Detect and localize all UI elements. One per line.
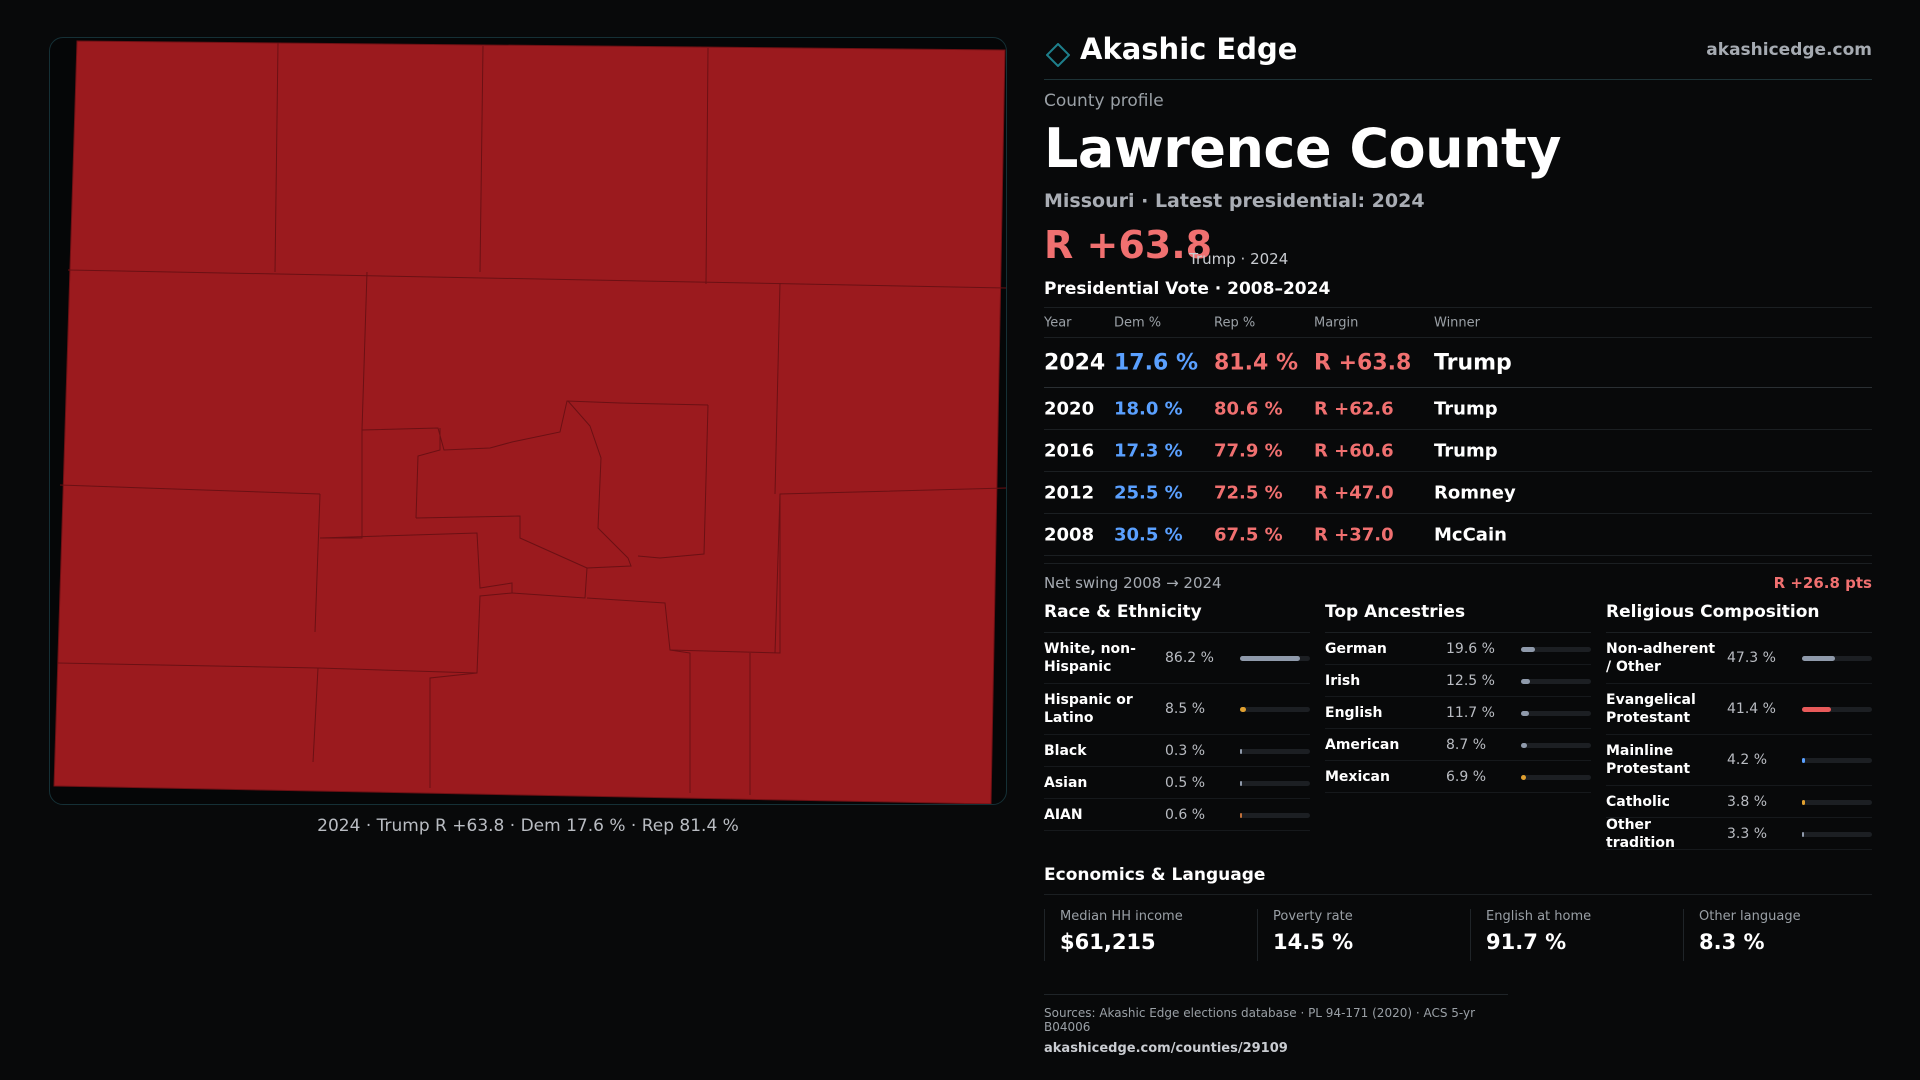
section-title: Religious Composition bbox=[1606, 602, 1872, 633]
item-label: Mexican bbox=[1325, 768, 1390, 785]
brand-name: Akashic Edge bbox=[1080, 32, 1298, 66]
item-bar bbox=[1802, 758, 1872, 763]
item-pct: 3.3 % bbox=[1727, 825, 1768, 842]
econ-label: Poverty rate bbox=[1273, 909, 1353, 924]
race-ethnicity-section bbox=[1044, 602, 1310, 831]
header-rep: Rep % bbox=[1214, 315, 1256, 330]
item-label: Irish bbox=[1325, 672, 1361, 689]
page-title: Lawrence County bbox=[1044, 117, 1561, 180]
profile-label: County profile bbox=[1044, 91, 1164, 111]
row-rep: 77.9 % bbox=[1214, 440, 1283, 461]
section-title: Top Ancestries bbox=[1325, 602, 1591, 633]
row-dem: 25.5 % bbox=[1114, 482, 1183, 503]
row-dem: 17.6 % bbox=[1114, 350, 1198, 375]
row-year: 2016 bbox=[1044, 440, 1095, 461]
table-row bbox=[1044, 430, 1872, 472]
item-pct: 0.6 % bbox=[1165, 806, 1206, 823]
list-item bbox=[1325, 697, 1591, 729]
item-pct: 86.2 % bbox=[1165, 650, 1214, 666]
item-bar bbox=[1521, 679, 1591, 684]
item-pct: 47.3 % bbox=[1727, 650, 1776, 666]
item-pct: 6.9 % bbox=[1446, 768, 1487, 785]
item-bar bbox=[1240, 781, 1310, 786]
list-item bbox=[1044, 767, 1310, 799]
table-row bbox=[1044, 514, 1872, 556]
list-item bbox=[1044, 633, 1310, 684]
item-pct: 41.4 % bbox=[1727, 701, 1776, 717]
item-label: English bbox=[1325, 704, 1383, 721]
row-year: 2020 bbox=[1044, 398, 1095, 419]
section-title: Race & Ethnicity bbox=[1044, 602, 1310, 633]
item-bar bbox=[1521, 775, 1591, 780]
item-bar-fill bbox=[1802, 758, 1805, 763]
item-label: Catholic bbox=[1606, 793, 1670, 810]
row-year: 2012 bbox=[1044, 482, 1095, 503]
item-label: White, non-Hispanic bbox=[1044, 641, 1136, 675]
item-bar-fill bbox=[1521, 647, 1535, 652]
item-pct: 3.8 % bbox=[1727, 793, 1768, 810]
county-shape[interactable] bbox=[54, 41, 1005, 804]
site-link[interactable]: akashicedge.com bbox=[1706, 40, 1872, 60]
item-pct: 8.5 % bbox=[1165, 701, 1206, 717]
row-dem: 18.0 % bbox=[1114, 398, 1183, 419]
table-row bbox=[1044, 338, 1872, 388]
item-pct: 4.2 % bbox=[1727, 752, 1768, 768]
item-bar-fill bbox=[1521, 679, 1530, 684]
headline-margin-note: Trump · 2024 bbox=[1189, 250, 1289, 268]
header bbox=[1044, 30, 1872, 80]
item-bar-fill bbox=[1802, 800, 1805, 805]
item-label: AIAN bbox=[1044, 806, 1083, 823]
row-rep: 67.5 % bbox=[1214, 524, 1283, 545]
item-bar bbox=[1521, 711, 1591, 716]
item-bar-fill bbox=[1802, 656, 1835, 661]
row-margin: R +62.6 bbox=[1314, 398, 1394, 419]
list-item bbox=[1606, 735, 1872, 786]
net-swing-value: R +26.8 pts bbox=[1773, 574, 1872, 592]
item-pct: 0.5 % bbox=[1165, 774, 1206, 791]
row-rep: 72.5 % bbox=[1214, 482, 1283, 503]
economics-section bbox=[1044, 894, 1872, 968]
county-map-panel bbox=[49, 37, 1007, 805]
item-bar-fill bbox=[1521, 743, 1527, 748]
econ-card-other-language bbox=[1683, 909, 1871, 961]
item-bar bbox=[1802, 656, 1872, 661]
item-pct: 19.6 % bbox=[1446, 640, 1495, 657]
row-dem: 17.3 % bbox=[1114, 440, 1183, 461]
economics-title: Economics & Language bbox=[1044, 865, 1266, 885]
row-winner: Romney bbox=[1434, 482, 1516, 503]
list-item bbox=[1606, 786, 1872, 818]
item-bar bbox=[1802, 707, 1872, 712]
header-dem: Dem % bbox=[1114, 315, 1162, 330]
list-item bbox=[1044, 735, 1310, 767]
item-label: Non-adherent / Other bbox=[1606, 641, 1716, 675]
county-profile-panel bbox=[1044, 0, 1872, 1080]
net-swing-label: Net swing 2008 → 2024 bbox=[1044, 574, 1222, 592]
item-label: Asian bbox=[1044, 774, 1088, 791]
header-year: Year bbox=[1044, 315, 1072, 330]
econ-label: English at home bbox=[1486, 909, 1592, 924]
vote-table-header bbox=[1044, 308, 1872, 338]
item-bar-fill bbox=[1521, 711, 1529, 716]
sources-text: Sources: Akashic Edge elections database · PL 94-171 (2020) · ACS 5-yr B04006 bbox=[1044, 1006, 1476, 1034]
row-rep: 80.6 % bbox=[1214, 398, 1283, 419]
item-bar bbox=[1802, 800, 1872, 805]
headline-margin: R +63.8 bbox=[1044, 223, 1213, 267]
list-item bbox=[1325, 729, 1591, 761]
net-swing bbox=[1044, 563, 1872, 593]
item-bar-fill bbox=[1240, 813, 1242, 818]
row-year: 2024 bbox=[1044, 350, 1106, 375]
item-pct: 8.7 % bbox=[1446, 736, 1487, 753]
row-margin: R +47.0 bbox=[1314, 482, 1394, 503]
econ-value: 91.7 % bbox=[1486, 930, 1567, 954]
item-bar-fill bbox=[1240, 781, 1242, 786]
row-winner: Trump bbox=[1434, 350, 1512, 375]
row-dem: 30.5 % bbox=[1114, 524, 1183, 545]
row-winner: Trump bbox=[1434, 398, 1498, 419]
item-bar-fill bbox=[1240, 749, 1242, 754]
row-year: 2008 bbox=[1044, 524, 1095, 545]
econ-label: Other language bbox=[1699, 909, 1801, 924]
list-item bbox=[1606, 818, 1872, 850]
item-bar bbox=[1802, 832, 1872, 837]
list-item bbox=[1606, 684, 1872, 735]
list-item bbox=[1044, 799, 1310, 831]
item-bar-fill bbox=[1802, 707, 1831, 712]
item-bar-fill bbox=[1240, 656, 1300, 661]
county-url-link[interactable]: akashicedge.com/counties/29109 bbox=[1044, 1041, 1288, 1056]
item-bar bbox=[1240, 656, 1310, 661]
econ-value: 8.3 % bbox=[1699, 930, 1765, 954]
item-label: German bbox=[1325, 640, 1387, 657]
religious-composition-section bbox=[1606, 602, 1872, 850]
item-label: Mainline Protestant bbox=[1606, 743, 1691, 777]
econ-value: $61,215 bbox=[1060, 930, 1156, 954]
item-bar-fill bbox=[1802, 832, 1804, 837]
item-bar bbox=[1521, 743, 1591, 748]
list-item bbox=[1044, 684, 1310, 735]
econ-card-poverty bbox=[1257, 909, 1445, 961]
item-pct: 12.5 % bbox=[1446, 672, 1495, 689]
row-margin: R +60.6 bbox=[1314, 440, 1394, 461]
vote-table bbox=[1044, 307, 1872, 556]
item-label: American bbox=[1325, 736, 1400, 753]
item-pct: 0.3 % bbox=[1165, 742, 1206, 759]
row-margin: R +37.0 bbox=[1314, 524, 1394, 545]
row-margin: R +63.8 bbox=[1314, 350, 1412, 375]
vote-table-title: Presidential Vote · 2008–2024 bbox=[1044, 279, 1331, 299]
item-label: Hispanic or Latino bbox=[1044, 692, 1133, 726]
table-row bbox=[1044, 388, 1872, 430]
item-bar bbox=[1240, 749, 1310, 754]
diamond-logo-icon bbox=[1046, 43, 1070, 67]
row-winner: McCain bbox=[1434, 524, 1507, 545]
item-bar bbox=[1240, 813, 1310, 818]
map-caption: 2024 · Trump R +63.8 · Dem 17.6 % · Rep 81.4 % bbox=[317, 816, 739, 836]
county-subline: Missouri · Latest presidential: 2024 bbox=[1044, 190, 1425, 212]
econ-label: Median HH income bbox=[1060, 909, 1183, 924]
item-bar-fill bbox=[1521, 775, 1526, 780]
item-bar-fill bbox=[1240, 707, 1246, 712]
item-label: Black bbox=[1044, 742, 1087, 759]
list-item bbox=[1325, 633, 1591, 665]
item-label: Other tradition bbox=[1606, 816, 1675, 851]
header-margin: Margin bbox=[1314, 315, 1359, 330]
county-map bbox=[50, 38, 1007, 805]
table-row bbox=[1044, 472, 1872, 514]
list-item bbox=[1325, 761, 1591, 793]
econ-card-income bbox=[1044, 909, 1232, 961]
row-rep: 81.4 % bbox=[1214, 350, 1298, 375]
item-pct: 11.7 % bbox=[1446, 704, 1495, 721]
item-label: Evangelical Protestant bbox=[1606, 692, 1696, 726]
top-ancestries-section bbox=[1325, 602, 1591, 793]
item-bar bbox=[1240, 707, 1310, 712]
list-item bbox=[1325, 665, 1591, 697]
item-bar bbox=[1521, 647, 1591, 652]
row-winner: Trump bbox=[1434, 440, 1498, 461]
header-winner: Winner bbox=[1434, 315, 1481, 330]
econ-card-english bbox=[1470, 909, 1658, 961]
econ-value: 14.5 % bbox=[1273, 930, 1354, 954]
sources-footer bbox=[1044, 994, 1508, 1056]
list-item bbox=[1606, 633, 1872, 684]
